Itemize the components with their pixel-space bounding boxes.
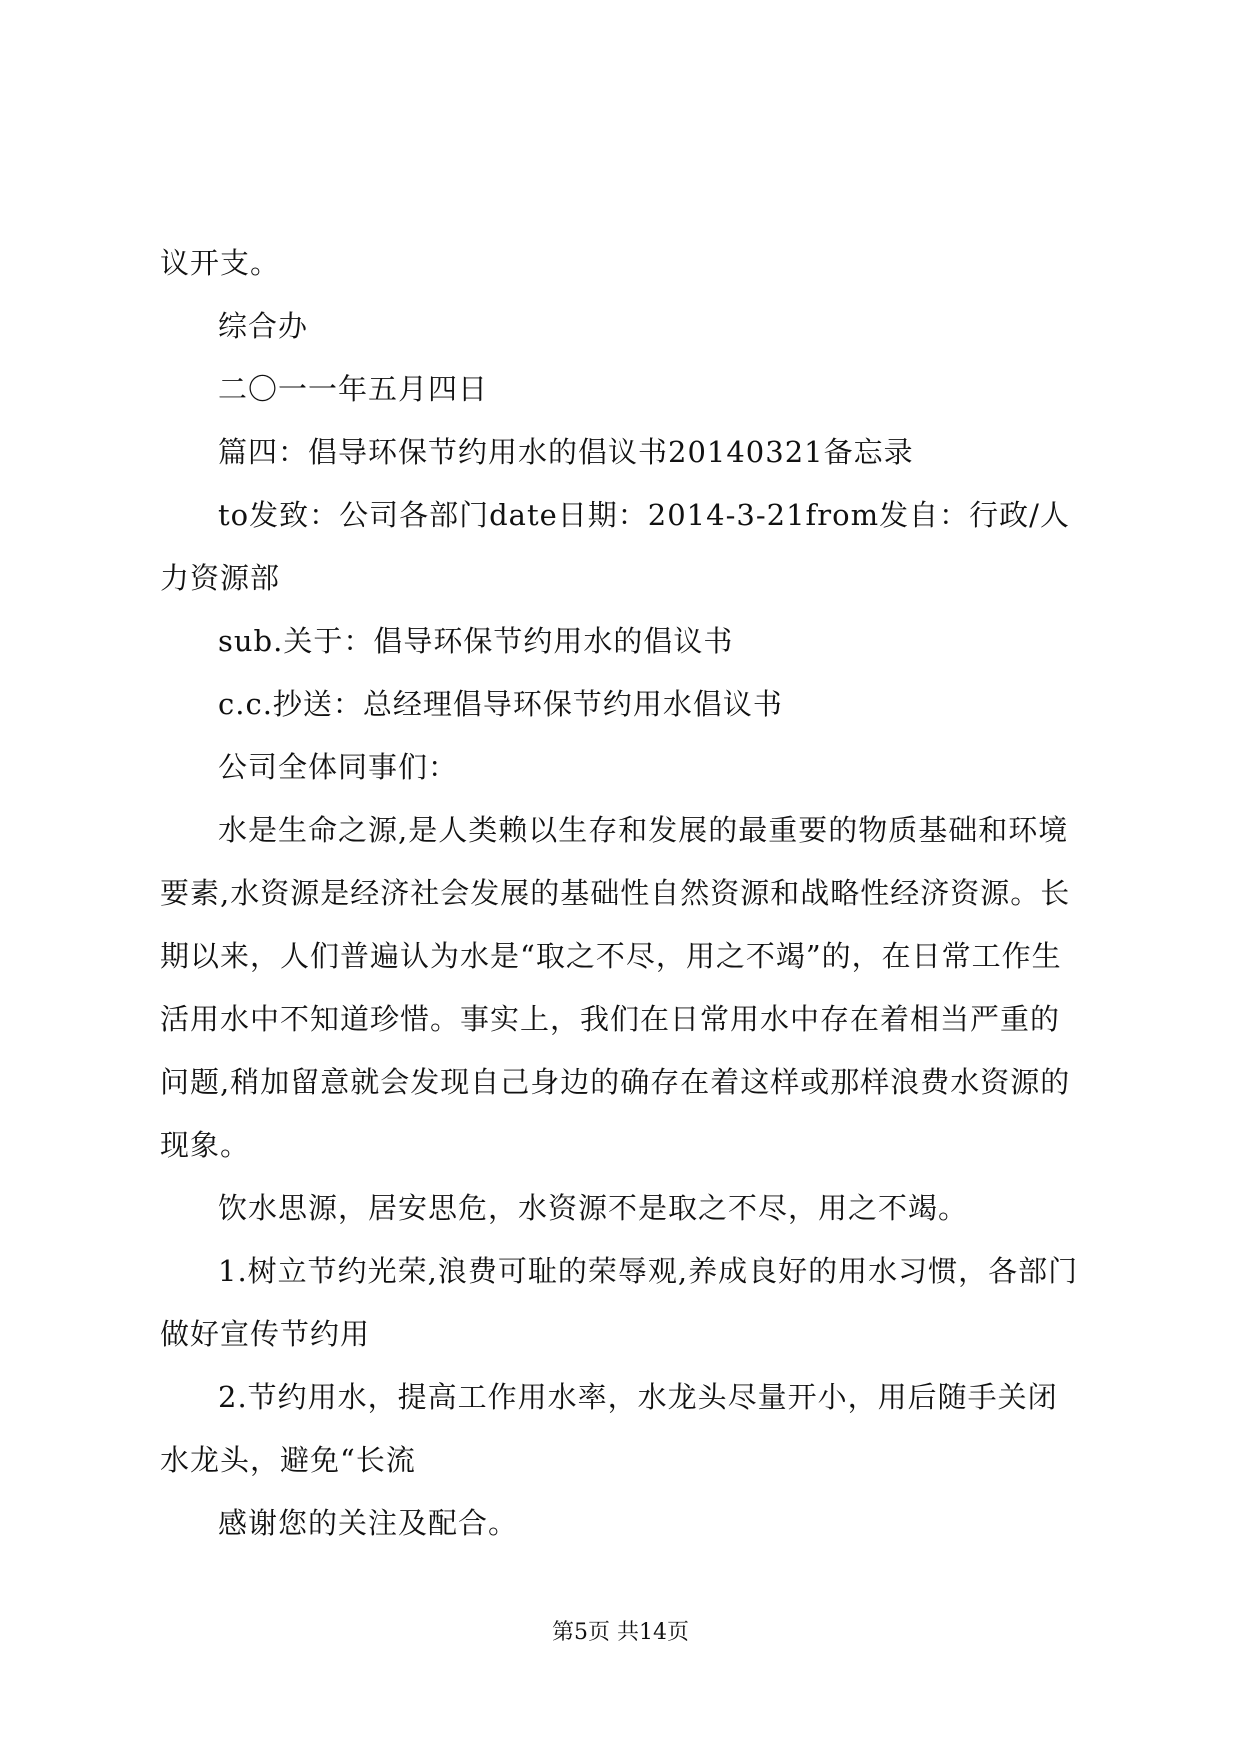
- list-item-2: 2.节约用水，提高工作用水率，水龙头尽量开小，用后随手关闭水龙头，避免“长流: [160, 1380, 1058, 1477]
- section-title: 篇四：倡导环保节约用水的倡议书20140321备忘录: [218, 435, 914, 469]
- paragraph-thanks: 感谢您的关注及配合。: [218, 1506, 519, 1540]
- page-footer: [0, 1618, 1241, 1648]
- memo-subject: sub.关于：倡导环保节约用水的倡议书: [218, 624, 734, 658]
- paragraph-water-source: 饮水思源，居安思危，水资源不是取之不尽，用之不竭。: [218, 1191, 969, 1225]
- page-number-label: 第5页 共14页: [552, 1620, 689, 1645]
- paragraph-signature-date: 二〇一一年五月四日: [218, 372, 489, 406]
- memo-to-date-from: to发致：公司各部门date日期：2014-3-21from发自：行政/人力资源部: [160, 498, 1070, 595]
- document-body: [160, 232, 1080, 1555]
- paragraph-closing-expense: 议开支。: [160, 246, 281, 280]
- salutation: 公司全体同事们：: [218, 750, 459, 784]
- paragraph-signature-office: 综合办: [218, 309, 309, 343]
- memo-cc: c.c.抄送：总经理倡导环保节约用水倡议书: [218, 687, 783, 721]
- paragraph-water-importance: 水是生命之源,是人类赖以生存和发展的最重要的物质基础和环境要素,水资源是经济社会发展的基础性自然资源和战略性经济资源。长期以来，人们普遍认为水是“取之不尽，用之不竭”的，在日常工作生活用水中不知道珍惜。事实上，我们在日常用水中存在着相当严重的问题,稍加留意就会发现自己身边的确存在着这样或那样浪费水资源的现象。: [160, 813, 1071, 1162]
- list-item-1: 1.树立节约光荣,浪费可耻的荣辱观,养成良好的用水习惯，各部门做好宣传节约用: [160, 1254, 1079, 1351]
